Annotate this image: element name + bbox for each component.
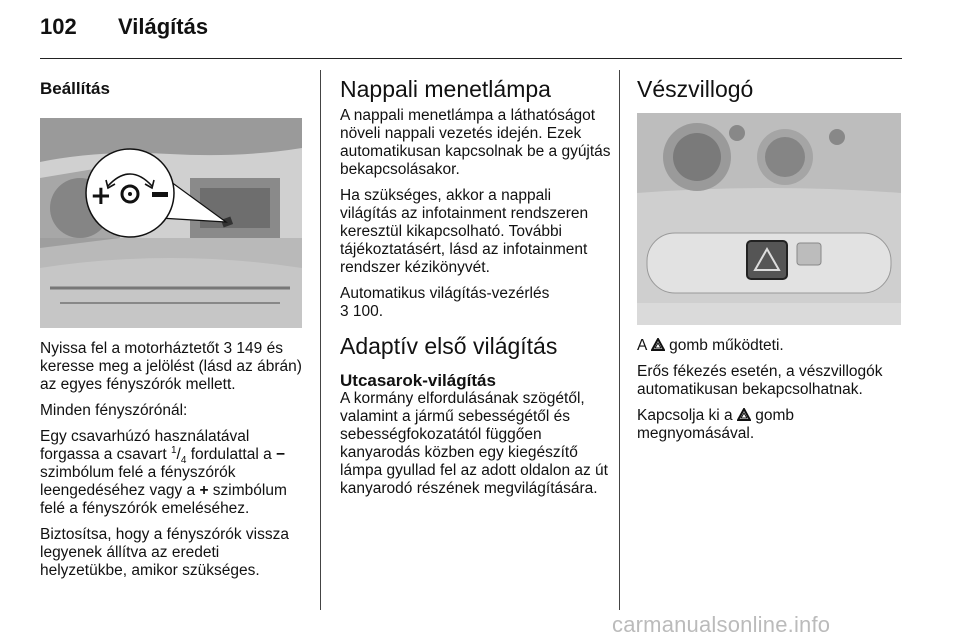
paragraph-daytime-disable: Ha szükséges, akkor a nappali világítás az infotainment rendszeren keresztül kikapcsolható. További tájékoztatásért, lásd az infotainment rendszer kézikönyvét.	[340, 187, 589, 276]
column-divider-1	[320, 70, 321, 610]
column-divider-2	[619, 70, 620, 610]
plus-symbol: +	[199, 482, 209, 499]
headlight-adjustment-illustration	[40, 118, 302, 328]
watermark: carmanualsonline.info	[612, 612, 831, 637]
svg-text:+: +	[90, 181, 112, 211]
paragraph-cornering-light: A kormány elfordulásának szögétől, valamint a jármű sebességétől és sebességfokozatától függően kanyarodás közben egy kiegészítő lámpa gyullad fel az adott oldalon az út kanyarodó részének megvilágítására.	[340, 390, 608, 497]
paragraph-daytime-intro: A nappali menetlámpa a láthatóságot növeli nappali vezetés idején. Ezek automatikusan kapcsolnak be a gyújtás bekapcsolásakor.	[340, 107, 611, 178]
hazard-triangle-icon	[651, 338, 665, 351]
section-heading-adaptive-lighting: Adaptív első világítás	[340, 333, 558, 359]
paragraph-screwdriver: Egy csavarhúzó használatával forgassa a csavart $^1/_4$ fordulattal a − szimbólum felé a fényszórók leengedéséhez vagy a + szimbólum felé a fényszórók emeléséhez.	[40, 428, 287, 517]
page-reference[interactable]: 3 100.	[340, 303, 384, 320]
page-title: Világítás	[118, 14, 209, 39]
page-reference[interactable]: 3 149	[223, 340, 263, 357]
engine-bay-image	[40, 118, 302, 328]
subheading-cornering-light: Utcasarok-világítás	[340, 371, 496, 390]
paragraph-hazard-off: Kapcsolja ki a gomb megnyomásával.	[637, 407, 795, 442]
right-column	[637, 74, 905, 451]
hazard-triangle-icon	[737, 408, 751, 421]
section-heading-hazard-lights: Vészvillogó	[637, 76, 754, 102]
dashboard-image	[637, 113, 901, 325]
paragraph-open-hood: Nyissa fel a motorháztetőt 3 149 és keresse meg a jelölést (lásd az ábrán) az egyes fényszórók mellett.	[40, 340, 302, 393]
paragraph-auto-light: Automatikus világítás-vezérlés 3 100.	[340, 285, 550, 320]
left-column	[40, 74, 308, 588]
page-number: 102	[40, 14, 77, 39]
section-heading-adjustment: Beállítás	[40, 79, 110, 98]
header-rule	[40, 58, 902, 59]
paragraph-each-headlight: Minden fényszórónál:	[40, 402, 188, 419]
paragraph-hazard-button: A gomb működteti.	[637, 337, 784, 354]
middle-column	[340, 74, 612, 506]
paragraph-hazard-auto: Erős fékezés esetén, a vészvillogók automatikusan bekapcsolhatnak.	[637, 363, 883, 398]
section-heading-daytime-lights: Nappali menetlámpa	[340, 76, 551, 102]
paragraph-reset: Biztosítsa, hogy a fényszórók vissza legyenek állítva az eredeti helyzetükbe, amikor szükséges.	[40, 526, 289, 579]
minus-symbol: −	[276, 446, 286, 463]
hazard-switch-illustration	[637, 113, 901, 325]
